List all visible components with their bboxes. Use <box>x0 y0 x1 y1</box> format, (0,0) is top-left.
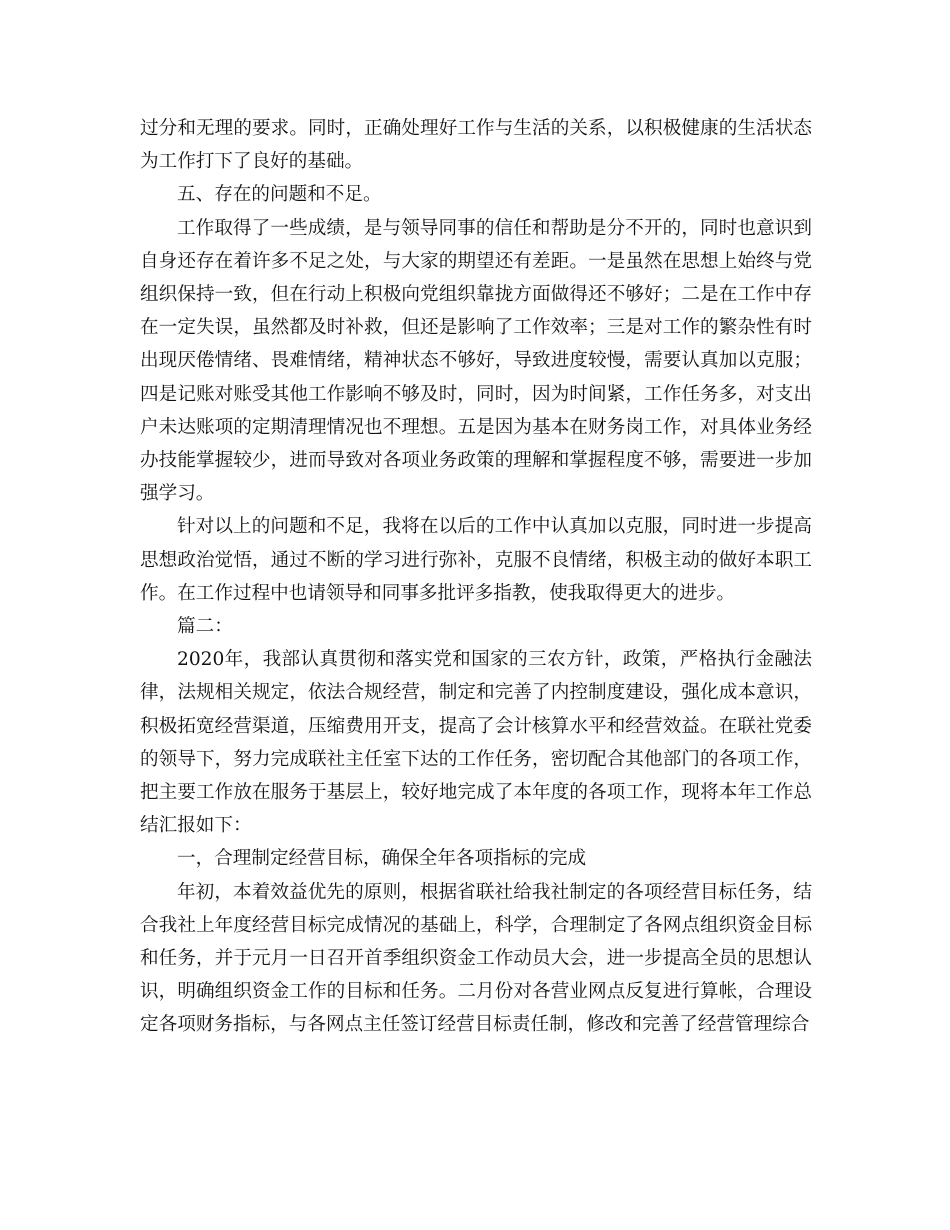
paragraph-annual-overview: 2020年，我部认真贯彻和落实党和国家的三农方针，政策，严格执行金融法律，法规相关规定，依法合规经营，制定和完善了内控制度建设，强化成本意识，积极拓宽经营渠道，压缩费用开支，提高了会计核算水平和经营效益。在联社党委的领导下，努力完成联社主任室下达的工作任务，密切配合其他部门的各项工作，把主要工作放在服务于基层上，较好地完成了本年度的各项工作，现将本年工作总结汇报如下： <box>140 649 812 837</box>
paragraph-improvement-plan: 针对以上的问题和不足，我将在以后的工作中认真加以克服，同时进一步提高思想政治觉悟，通过不断的学习进行弥补，克服不良情绪，积极主动的做好本职工作。在工作过程中也请领导和同事多批评多指教，使我取得更大的进步。 <box>140 516 812 604</box>
paragraph-target-setting: 年初，本着效益优先的原则，根据省联社给我社制定的各项经营目标任务，结合我社上年度经营目标完成情况的基础上，科学，合理制定了各网点组织资金目标和任务，并于元月一日召开首季组织资金工作动员大会，进一步提高全员的思想认识，明确组织资金工作的目标和任务。二月份对各营业网点反复进行算帐，合理设定各项财务指标，与各网点主任签订经营目标责任制，修改和完善了经营管理综合 <box>140 881 812 1036</box>
part-two-heading: 篇二： <box>177 616 233 638</box>
section-heading-targets: 一，合理制定经营目标，确保全年各项指标的完成 <box>177 848 587 870</box>
section-heading-problems: 五、存在的问题和不足。 <box>177 184 382 206</box>
paragraph-continuation: 过分和无理的要求。同时，正确处理好工作与生活的关系，以积极健康的生活状态为工作打下了良好的基础。 <box>140 118 812 173</box>
paragraph-shortcomings: 工作取得了一些成绩，是与领导同事的信任和帮助是分不开的，同时也意识到自身还存在着许多不足之处，与大家的期望还有差距。一是虽然在思想上始终与党组织保持一致，但在行动上积极向党组织靠拢方面做得还不够好；二是在工作中存在一定失误，虽然都及时补救，但还是影响了工作效率；三是对工作的繁杂性有时出现厌倦情绪、畏难情绪，精神状态不够好，导致进度较慢，需要认真加以克服；四是记账对账受其他工作影响不够及时，同时，因为时间紧，工作任务多，对支出户未达账项的定期清理情况也不理想。五是因为基本在财务岗工作，对具体业务经办技能掌握较少，进而导致对各项业务政策的理解和掌握程度不够，需要进一步加强学习。 <box>140 217 812 505</box>
document-body <box>140 112 812 1042</box>
